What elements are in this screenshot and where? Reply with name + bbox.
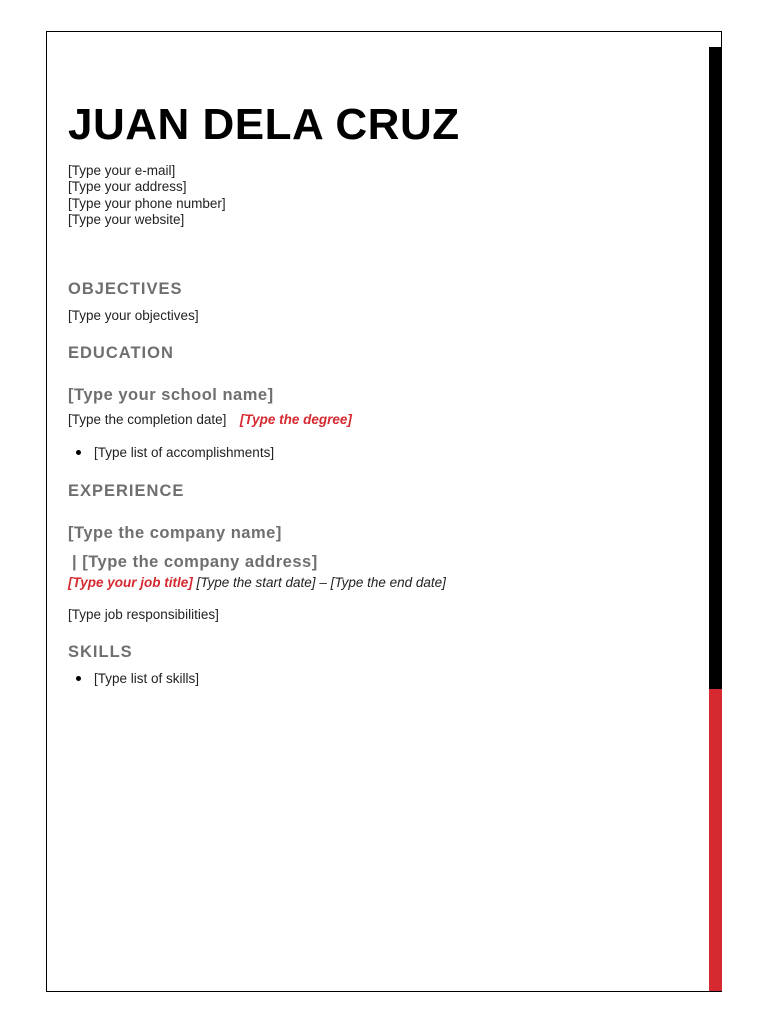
contact-email[interactable]: [Type your e-mail] [68, 163, 176, 178]
accomplishments-item [76, 445, 274, 460]
completion-date[interactable]: [Type the completion date] [68, 412, 227, 427]
contact-website[interactable]: [Type your website] [68, 211, 185, 227]
objectives-text[interactable]: [Type your objectives] [68, 308, 199, 323]
education-line [68, 412, 352, 427]
degree[interactable]: [Type the degree] [239, 412, 352, 427]
contact-phone[interactable]: [Type your phone number] [68, 195, 226, 211]
job-title[interactable]: [Type your job title] [68, 575, 193, 590]
side-bar-red [709, 689, 722, 991]
education-heading: EDUCATION [68, 344, 174, 362]
resume-name[interactable]: JUAN DELA CRUZ [68, 100, 460, 149]
experience-heading: EXPERIENCE [68, 482, 185, 500]
skills-item [76, 671, 199, 686]
accomplishments-text[interactable]: [Type list of accomplishments] [94, 445, 275, 460]
side-bar-black [709, 47, 722, 689]
contact-address[interactable]: [Type your address] [68, 179, 187, 195]
separator: | [72, 553, 83, 571]
skills-heading: SKILLS [68, 643, 133, 661]
responsibilities-text[interactable]: [Type job responsibilities] [68, 607, 219, 622]
school-name[interactable]: [Type your school name] [68, 386, 274, 404]
company-name[interactable]: [Type the company name] [68, 524, 282, 542]
bullet-icon [76, 450, 81, 455]
contact-block [68, 163, 226, 228]
objectives-heading: OBJECTIVES [68, 280, 183, 298]
skills-text[interactable]: [Type list of skills] [94, 671, 200, 686]
company-address[interactable]: [Type the company address] [82, 553, 318, 571]
bullet-icon [76, 676, 81, 681]
job-line [68, 575, 446, 590]
company-address-line [72, 553, 318, 572]
date-range[interactable]: [Type the start date] – [Type the end date] [192, 575, 446, 590]
